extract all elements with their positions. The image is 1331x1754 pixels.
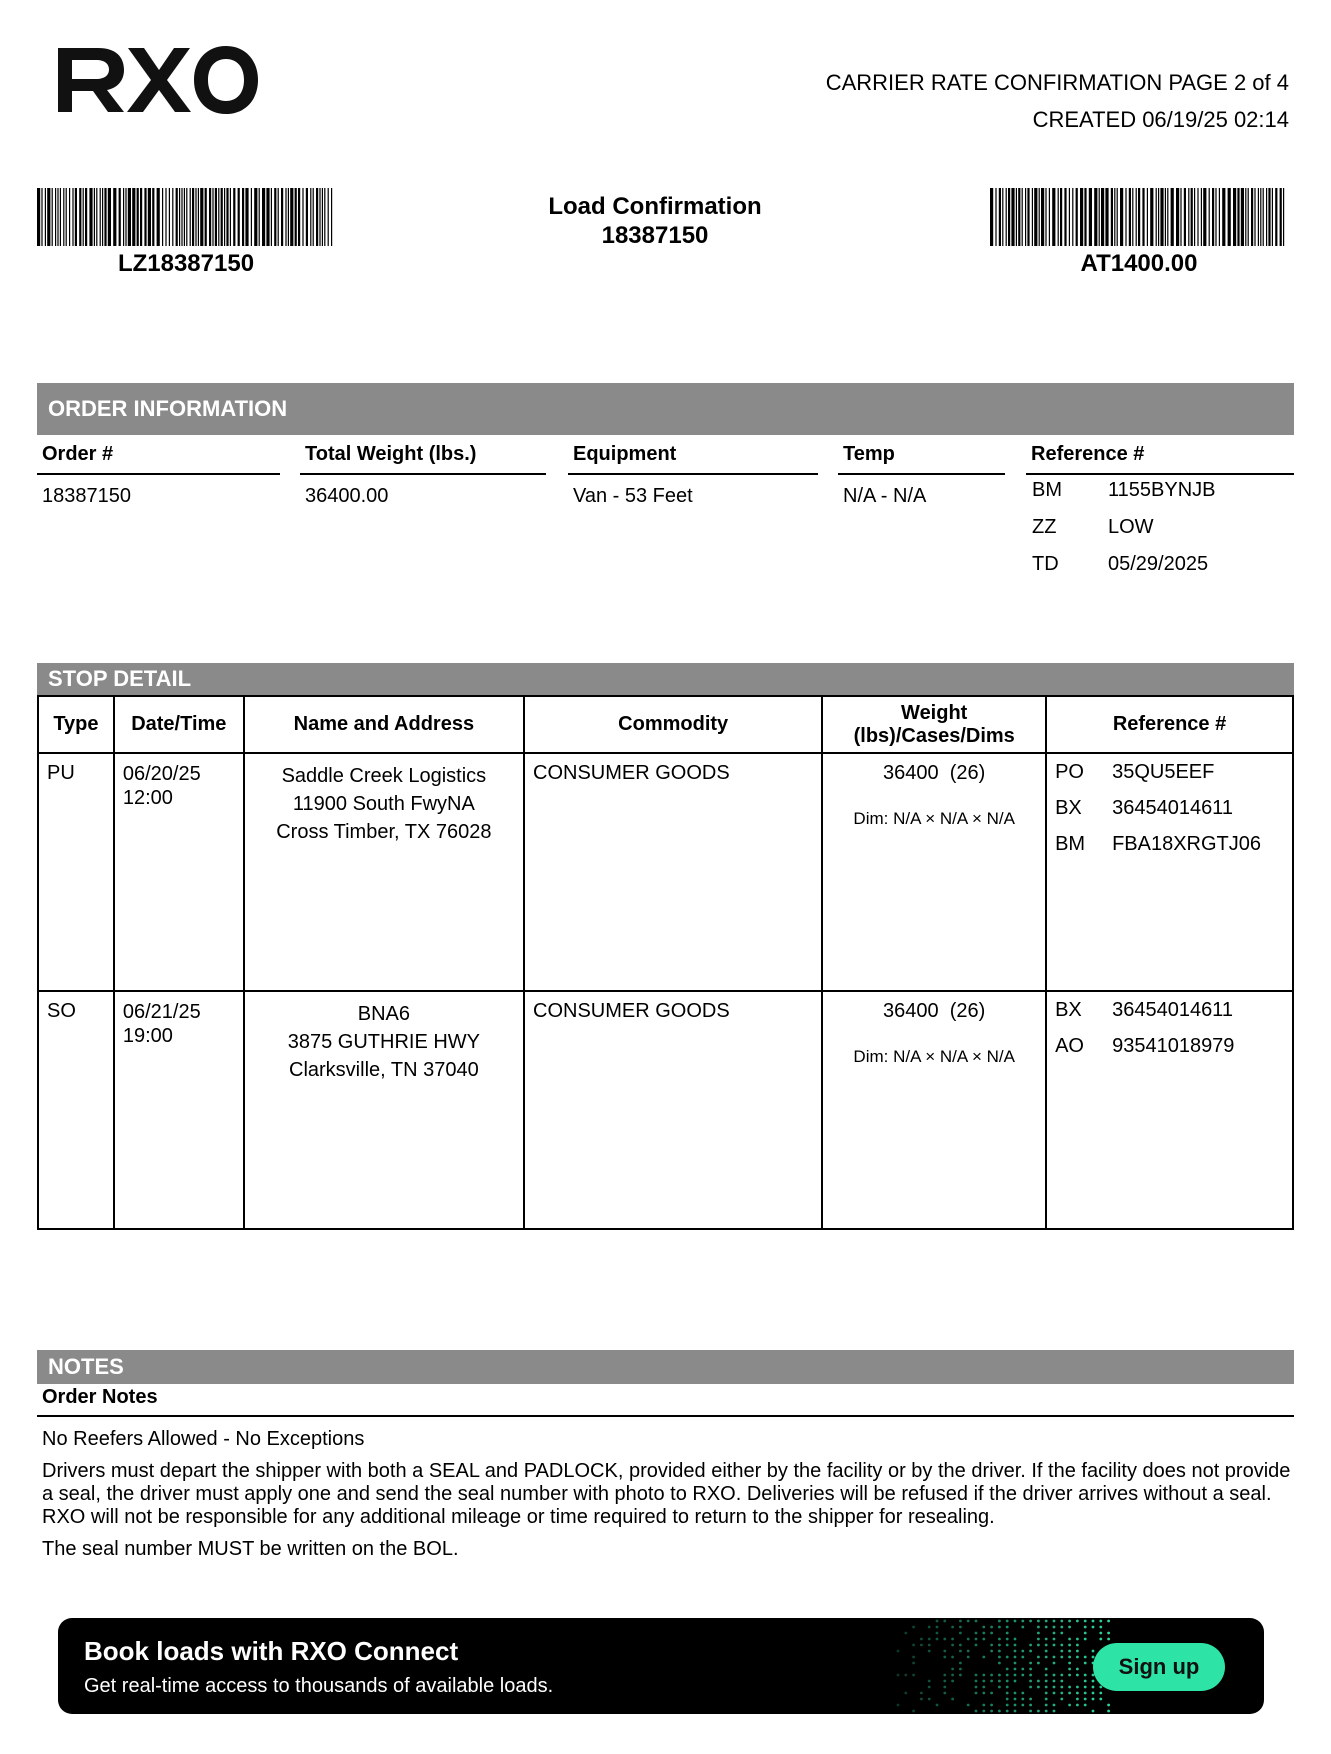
stop-commodity: CONSUMER GOODS (524, 991, 822, 1229)
barcode-bar (233, 188, 235, 246)
barcode-bar (100, 188, 101, 246)
barcode-bar (995, 188, 996, 246)
barcode-bar (1064, 188, 1066, 246)
barcode-bar (316, 188, 318, 246)
barcode-bar (125, 188, 126, 246)
temp-value: N/A - N/A (843, 485, 927, 507)
equipment-value: Van - 53 Feet (573, 485, 693, 507)
col-type: Type (38, 696, 114, 753)
barcode-bar (83, 188, 84, 246)
barcode-bar (1280, 188, 1282, 246)
barcode-bar (1111, 188, 1113, 246)
barcode-bar (1034, 188, 1037, 246)
stop-weight-value: 36400 (26) (883, 762, 986, 784)
stop-type: PU (38, 753, 114, 991)
table-row (38, 753, 1293, 991)
barcode-bar (271, 188, 272, 246)
barcode-bar (162, 188, 163, 246)
barcode-bar (245, 188, 248, 246)
barcode-bar (262, 188, 265, 246)
barcode-bar (310, 188, 311, 246)
stop-reference-row (1047, 1036, 1292, 1072)
barcode-bar (254, 188, 257, 246)
stop-name: Saddle Creek Logistics (281, 765, 487, 787)
total-weight-header: Total Weight (lbs.) (300, 443, 546, 475)
barcode-bar (1032, 188, 1033, 246)
barcode-bar (79, 188, 81, 246)
barcode-bar (1188, 188, 1189, 246)
stop-address2: Cross Timber, TX 76028 (276, 821, 492, 843)
reference-value: 36454014611 (1112, 999, 1233, 1021)
stop-name-address (244, 991, 524, 1229)
barcode-bar (1258, 188, 1259, 246)
barcode-bar (313, 188, 314, 246)
barcode-bar (52, 188, 53, 246)
doc-page-line: CARRIER RATE CONFIRMATION PAGE 2 of 4 (825, 70, 1289, 95)
barcode-bar (1241, 188, 1244, 246)
stop-references (1046, 753, 1293, 991)
barcode-bar (85, 188, 87, 246)
stop-weight (822, 991, 1046, 1229)
barcode-bar (306, 188, 308, 246)
barcode-bar (1076, 188, 1078, 246)
barcode-bar (1142, 188, 1144, 246)
total-weight-value: 36400.00 (305, 485, 389, 507)
dot-pattern-decoration (894, 1618, 1114, 1714)
barcode-bar (184, 188, 185, 246)
barcode-bar (119, 188, 121, 246)
banner-subtitle: Get real-time access to thousands of available loads. (84, 1675, 554, 1697)
stop-reference-row (1047, 1000, 1292, 1036)
barcode-bar (1194, 188, 1195, 246)
barcode-bar (1209, 188, 1210, 246)
barcode-bar (285, 188, 286, 246)
barcode-left-label: LZ18387150 (117, 250, 255, 277)
col-datetime: Date/Time (114, 696, 244, 753)
order-notes-label: Order Notes (37, 1386, 1294, 1417)
barcode-bar (1260, 188, 1261, 246)
barcode-bar (148, 188, 151, 246)
order-reference-row (1026, 509, 1294, 546)
reference-value: FBA18XRGTJ06 (1112, 833, 1262, 855)
barcode-bar (1275, 188, 1277, 246)
barcode-bar (157, 188, 160, 246)
barcode-bar (1191, 188, 1193, 246)
reference-header: Reference # (1026, 443, 1294, 475)
load-number: 18387150 (601, 222, 709, 249)
barcode-bar (1184, 188, 1186, 246)
barcode-bar (990, 188, 993, 246)
barcode-bar (1245, 188, 1246, 246)
barcode-bar (37, 188, 40, 246)
stop-date: 06/20/25 (122, 763, 201, 785)
barcode-right-label: AT1400.00 (1080, 250, 1198, 277)
stop-name-address (244, 753, 524, 991)
barcode-bar (1203, 188, 1206, 246)
reference-qualifier: BX (1055, 797, 1082, 819)
load-title-text: Load Confirmation (548, 193, 762, 220)
barcode-bar (140, 188, 142, 246)
barcode-bar (1219, 188, 1220, 246)
reference-qualifier: BX (1055, 999, 1082, 1021)
stop-reference-row (1047, 798, 1292, 834)
barcode-bar (1263, 188, 1264, 246)
barcode-bar (1101, 188, 1104, 246)
barcode-bar (192, 188, 194, 246)
load-confirmation-title (480, 192, 830, 250)
barcode-bar (1268, 188, 1270, 246)
barcode-bar (221, 188, 223, 246)
barcode-bar (1041, 188, 1044, 246)
stop-time: 12:00 (122, 787, 173, 809)
barcode-bar (205, 188, 207, 246)
barcode-bar (1237, 188, 1239, 246)
equipment-header: Equipment (568, 443, 818, 475)
barcode-bar (1016, 188, 1017, 246)
barcode-bar (132, 188, 135, 246)
stop-time: 19:00 (122, 1025, 173, 1047)
barcode-bar (302, 188, 303, 246)
barcode-bar (104, 188, 106, 246)
barcode-bar (1080, 188, 1083, 246)
barcode-bar (96, 188, 97, 246)
order-reference-row (1026, 546, 1294, 583)
barcode-bar (55, 188, 56, 246)
barcode-bar (102, 188, 103, 246)
stop-dims: Dim: N/A × N/A × N/A (853, 1047, 1015, 1066)
barcode-bar (218, 188, 219, 246)
barcode-bar (226, 188, 228, 246)
barcode-bar (230, 188, 231, 246)
reference-qualifier: ZZ (1032, 516, 1057, 538)
barcode-bar (72, 188, 73, 246)
stop-reference-row (1047, 834, 1292, 870)
barcode-bar (290, 188, 293, 246)
stop-name: BNA6 (357, 1003, 410, 1025)
barcode-bar (1132, 188, 1133, 246)
barcode-bar (1254, 188, 1255, 246)
barcode-bar (1248, 188, 1249, 246)
notes-header: NOTES (37, 1350, 1294, 1384)
barcode-bar (128, 188, 131, 246)
barcode-bar (1171, 188, 1174, 246)
barcode-bar (242, 188, 244, 246)
reference-column (1026, 443, 1294, 583)
barcode-bar (108, 188, 111, 246)
barcode-bar (1136, 188, 1137, 246)
barcode-bar (295, 188, 297, 246)
note-paragraph: The seal number MUST be written on the BOL. (42, 1538, 459, 1560)
order-reference-row (1026, 472, 1294, 509)
barcode-bar (1165, 188, 1166, 246)
barcode-bar (1233, 188, 1236, 246)
barcode-bar (113, 188, 116, 246)
barcode-bar (1006, 188, 1007, 246)
barcode-bar (186, 188, 187, 246)
barcode-bar (1002, 188, 1003, 246)
barcode-bar (1120, 188, 1123, 246)
barcode-bar (212, 188, 213, 246)
barcode-bar (152, 188, 154, 246)
barcode-bar (1147, 188, 1148, 246)
rxo-connect-banner[interactable] (58, 1618, 1264, 1714)
stop-weight (822, 753, 1046, 991)
barcode-bar (251, 188, 252, 246)
barcode-bar (1283, 188, 1284, 246)
barcode-bar (328, 188, 329, 246)
banner-title: Book loads with RXO Connect (84, 1636, 459, 1666)
stop-address2: Clarksville, TN 37040 (289, 1059, 479, 1081)
barcode-bar (1266, 188, 1267, 246)
barcode-bar (319, 188, 320, 246)
reference-value: 35QU5EEF (1112, 761, 1215, 783)
stop-type: SO (38, 991, 114, 1229)
temp-header: Temp (838, 443, 1005, 475)
barcode-bar (1072, 188, 1073, 246)
barcode-bar (331, 188, 332, 246)
stop-address1: 11900 South FwyNA (292, 793, 475, 815)
stop-detail-header: STOP DETAIL (37, 663, 1294, 695)
barcode-bar (45, 188, 46, 246)
col-reference: Reference # (1046, 696, 1293, 753)
stop-datetime (114, 991, 244, 1229)
stop-commodity: CONSUMER GOODS (524, 753, 822, 991)
created-timestamp: CREATED 06/19/25 02:14 (1032, 107, 1289, 132)
equipment-column (568, 443, 818, 508)
barcode-bar (179, 188, 180, 246)
col-weight-line1: Weight (901, 701, 968, 724)
stop-weight-value: 36400 (26) (883, 1000, 986, 1022)
reference-value: 1155BYNJB (1108, 479, 1216, 501)
barcode-bar (169, 188, 170, 246)
barcode-bar (1197, 188, 1198, 246)
col-name-address: Name and Address (244, 696, 524, 753)
barcode-bar (94, 188, 95, 246)
reference-value: 93541018979 (1112, 1035, 1235, 1057)
barcode-bar (137, 188, 139, 246)
note-paragraph: No Reefers Allowed - No Exceptions (42, 1428, 365, 1450)
reference-qualifier: AO (1055, 1035, 1084, 1057)
barcode-bar (288, 188, 289, 246)
barcode-bar (1011, 188, 1014, 246)
reference-value: 05/29/2025 (1108, 553, 1209, 575)
stop-datetime (114, 753, 244, 991)
barcode-bar (238, 188, 240, 246)
barcode-bar (60, 188, 61, 246)
barcode-bar (123, 188, 124, 246)
barcode-bar (1176, 188, 1179, 246)
stop-detail-table (37, 695, 1294, 1230)
rxo-logo (58, 44, 258, 114)
stop-dims: Dim: N/A × N/A × N/A (853, 809, 1015, 828)
barcode-bar (1129, 188, 1131, 246)
barcode-bar (1201, 188, 1202, 246)
barcode-bar (1117, 188, 1118, 246)
barcode-bar (259, 188, 260, 246)
note-paragraph: Drivers must depart the shipper with both a SEAL and PADLOCK, provided either by the facility or by the driver. If the facility does not provide a seal, the driver must apply one and send the seal number with photo to RXO. Deliveries will be refused if the driver arrives without a seal. RXO will not be responsible for any additional mileage or time required to return to the shipper for resealing. (42, 1460, 1291, 1528)
barcode-bar (1158, 188, 1159, 246)
barcode-bar (209, 188, 211, 246)
order-notes-body (42, 1428, 1292, 1570)
col-weight (822, 696, 1046, 753)
temp-column (838, 443, 1005, 508)
reference-qualifier: PO (1055, 761, 1084, 783)
barcode-bar (278, 188, 279, 246)
barcode-bar (1058, 188, 1059, 246)
barcode-bar (322, 188, 323, 246)
barcode-bar (190, 188, 191, 246)
barcode-right (990, 188, 1288, 246)
barcode-bar (144, 188, 146, 246)
barcode-bar (1138, 188, 1140, 246)
barcode-bar (1094, 188, 1097, 246)
barcode-bar (1099, 188, 1100, 246)
order-number-column (37, 443, 280, 508)
reference-value: 36454014611 (1112, 797, 1233, 819)
barcode-bar (1060, 188, 1062, 246)
stop-references (1046, 991, 1293, 1229)
barcode-bar (1089, 188, 1092, 246)
barcode-bar (172, 188, 173, 246)
barcode-bar (165, 188, 166, 246)
reference-qualifier: BM (1055, 833, 1086, 855)
reference-qualifier: BM (1032, 479, 1062, 501)
barcode-bar (1039, 188, 1040, 246)
barcode-bar (298, 188, 300, 246)
barcode-bar (1052, 188, 1055, 246)
barcode-bar (281, 188, 283, 246)
barcode-bar (41, 188, 42, 246)
barcode-bar (215, 188, 217, 246)
barcode-bar (200, 188, 203, 246)
barcode-bar (66, 188, 67, 246)
barcode-bar (1018, 188, 1020, 246)
barcode-bar (176, 188, 178, 246)
barcode-bar (1069, 188, 1070, 246)
barcode-bar (63, 188, 64, 246)
order-number-value: 18387150 (42, 485, 131, 507)
barcode-bar (89, 188, 92, 246)
barcode-bar (195, 188, 196, 246)
barcode-bar (1251, 188, 1253, 246)
barcode-bar (1025, 188, 1026, 246)
document-header (826, 64, 1289, 138)
barcode-bar (47, 188, 50, 246)
barcode-bar (1160, 188, 1163, 246)
barcode-bar (1114, 188, 1115, 246)
order-reference-list (1026, 472, 1294, 583)
barcode-bar (1150, 188, 1153, 246)
barcode-bar (1125, 188, 1126, 246)
barcode-bar (1105, 188, 1108, 246)
barcode-bar (198, 188, 199, 246)
barcode-bar (75, 188, 77, 246)
barcode-bar (1049, 188, 1050, 246)
reference-value: LOW (1108, 516, 1154, 538)
barcode-bar (224, 188, 225, 246)
order-information-header: ORDER INFORMATION (37, 383, 1294, 435)
sign-up-button[interactable]: Sign up (1093, 1643, 1225, 1691)
barcode-bar (274, 188, 276, 246)
col-commodity: Commodity (524, 696, 822, 753)
barcode-bar (1167, 188, 1168, 246)
rxo-logo-mark (58, 44, 258, 114)
barcode-bar (1027, 188, 1029, 246)
stop-reference-row (1047, 762, 1292, 798)
barcode-bar (1084, 188, 1086, 246)
barcode-bar (181, 188, 182, 246)
barcode-bar (1022, 188, 1023, 246)
barcode-bar (1222, 188, 1225, 246)
barcode-bar (324, 188, 325, 246)
barcode-bar (1212, 188, 1214, 246)
barcode-bar (1045, 188, 1046, 246)
reference-qualifier: TD (1032, 553, 1059, 575)
barcode-bar (1215, 188, 1216, 246)
barcode-bar (1180, 188, 1181, 246)
table-row (38, 991, 1293, 1229)
stop-table-header-row (38, 696, 1293, 753)
stop-date: 06/21/25 (122, 1001, 201, 1023)
barcode-bar (1272, 188, 1273, 246)
barcode-bar (1008, 188, 1010, 246)
barcode-left (37, 188, 335, 246)
stop-address1: 3875 GUTHRIE HWY (287, 1031, 480, 1053)
barcode-bar (57, 188, 58, 246)
barcode-bar (266, 188, 269, 246)
order-number-header: Order # (37, 443, 280, 475)
col-weight-line2: (lbs)/Cases/Dims (853, 724, 1015, 747)
total-weight-column (300, 443, 546, 508)
barcode-bar (1156, 188, 1157, 246)
barcode-bar (69, 188, 70, 246)
barcode-bar (999, 188, 1001, 246)
barcode-bar (1228, 188, 1231, 246)
